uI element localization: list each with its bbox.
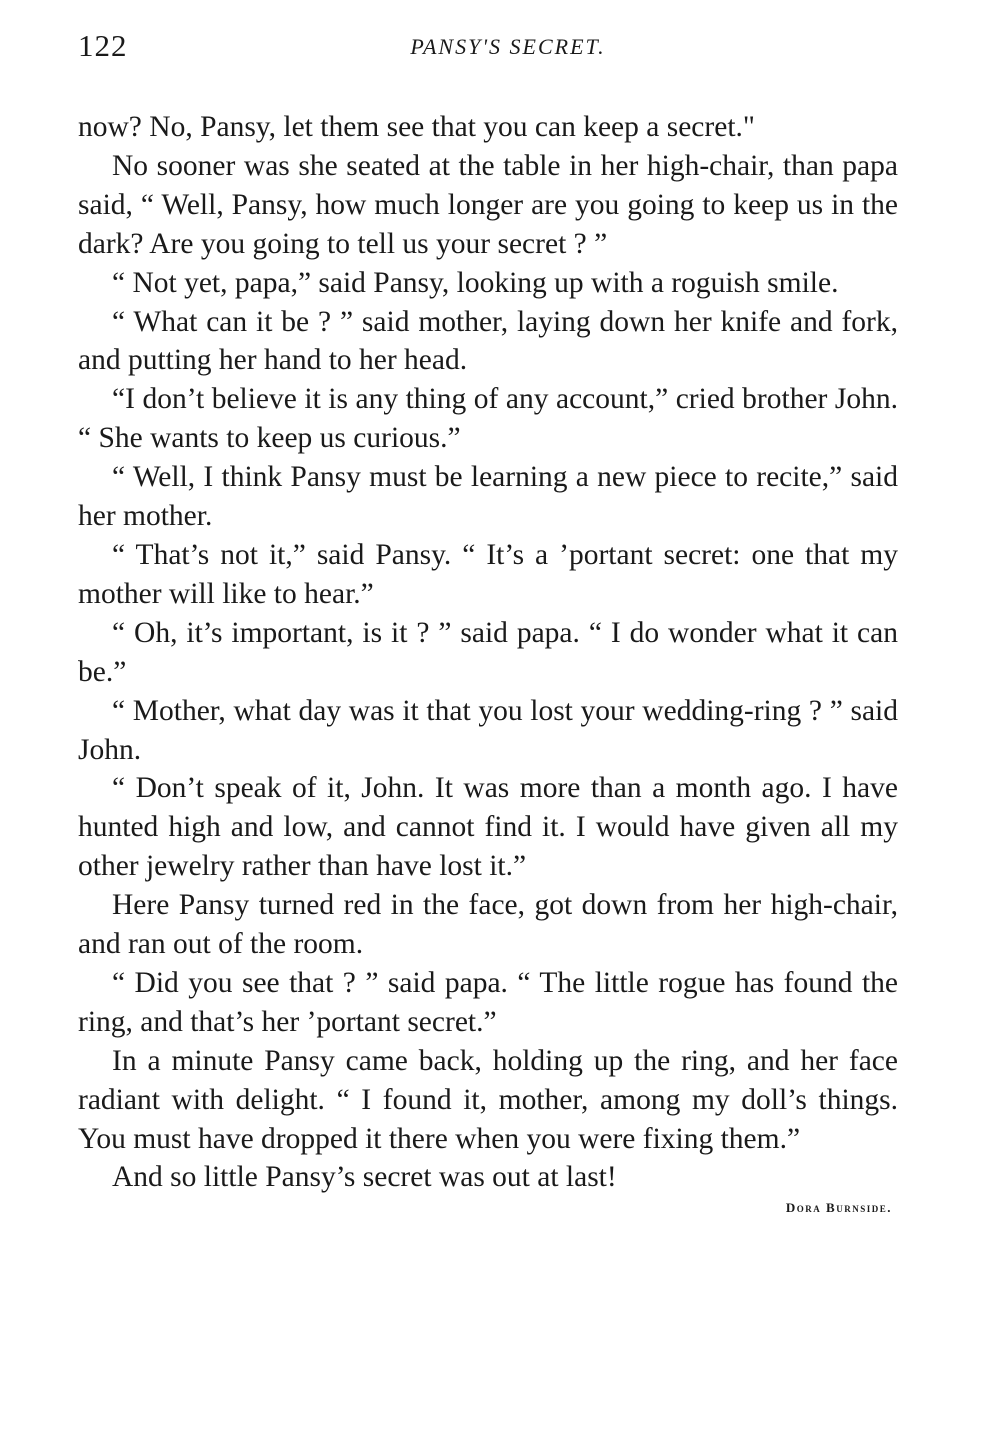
- running-head: [78, 20, 898, 78]
- paragraph: “ What can it be ? ” said mother, laying down her knife and fork, and putting her hand to her head.: [78, 305, 898, 377]
- body-text: [78, 108, 898, 1217]
- running-title: PANSY'S SECRET.: [410, 34, 606, 59]
- paragraph: “ Oh, it’s important, is it ? ” said papa. “ I do wonder what it can be.”: [78, 616, 898, 688]
- paragraph: “ Not yet, papa,” said Pansy, looking up with a roguish smile.: [112, 266, 839, 299]
- author-signature: Dora Burnside.: [785, 1200, 892, 1216]
- page-number: 122: [78, 28, 128, 63]
- paragraph: Here Pansy turned red in the face, got down from her high-chair, and ran out of the room.: [78, 889, 898, 961]
- paragraph: now? No, Pansy, let them see that you can keep a secret.": [78, 111, 755, 143]
- paragraph: And so little Pansy’s secret was out at last!: [112, 1161, 617, 1194]
- paragraph: No sooner was she seated at the table in her high-chair, than papa said, “ Well, Pansy, how much longer are you going to keep us in the dark? Are you going to tell us your secret ? ”: [78, 149, 898, 260]
- paragraph: “ That’s not it,” said Pansy. “ It’s a ’portant secret: one that my mother will like to hear.”: [78, 538, 898, 610]
- paragraph: In a minute Pansy came back, holding up the ring, and her face radiant with delight. “ I found it, mother, among my doll’s things. You must have dropped it there when you were fixing them.”: [78, 1044, 898, 1155]
- paragraph: “I don’t believe it is any thing of any account,” cried brother John. “ She wants to keep us curious.”: [78, 383, 898, 455]
- paragraph: “ Don’t speak of it, John. It was more than a month ago. I have hunted high and low, and cannot find it. I would have given all my other jewelry rather than have lost it.”: [78, 772, 898, 883]
- paragraph: “ Mother, what day was it that you lost your wedding-ring ? ” said John.: [78, 694, 898, 766]
- paragraph: “ Did you see that ? ” said papa. “ The little rogue has found the ring, and that’s her ’portant secret.”: [78, 966, 898, 1038]
- book-page: [78, 20, 898, 1217]
- paragraph: “ Well, I think Pansy must be learning a new piece to recite,” said her mother.: [78, 461, 898, 533]
